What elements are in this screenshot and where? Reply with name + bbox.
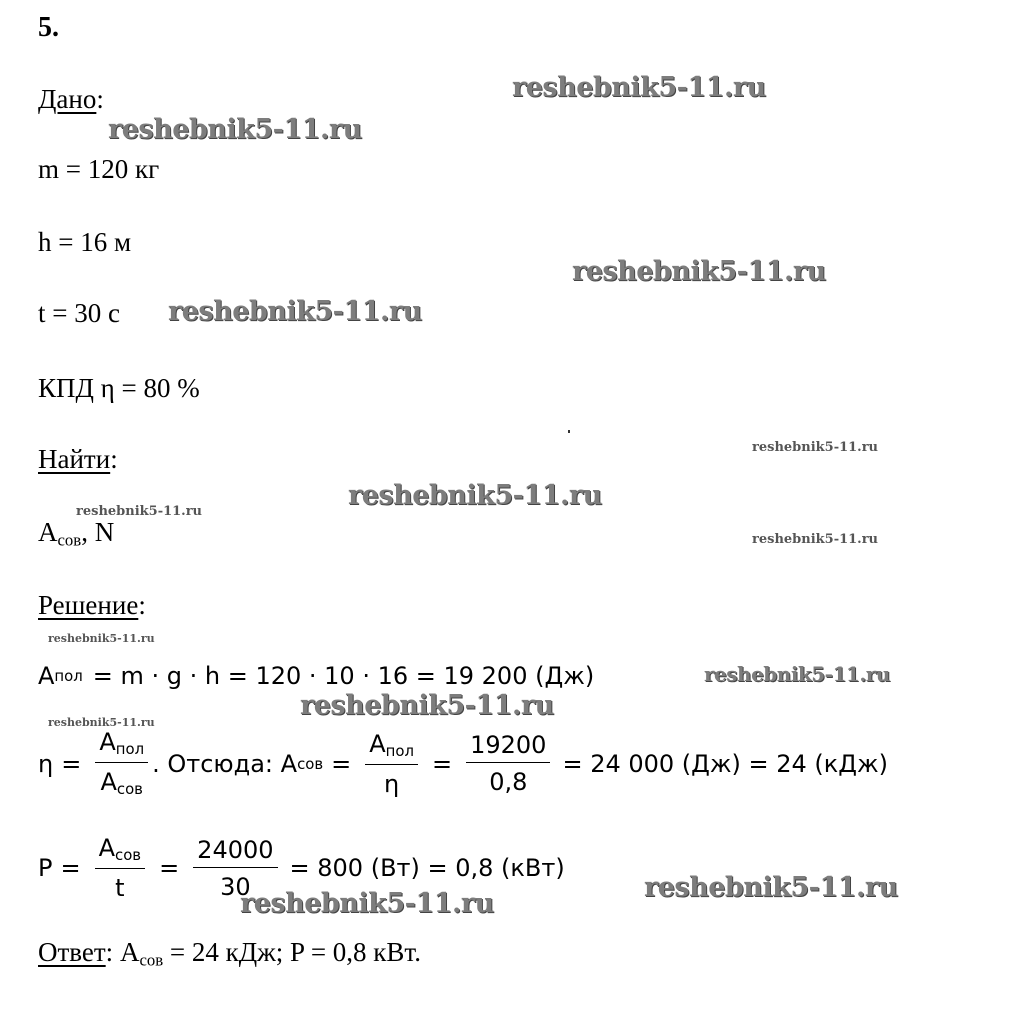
solution-heading: Решение [38, 590, 139, 620]
solution-useful-work: A пол = m · g · h = 120 · 10 · 16 = 19 200 (Дж) [38, 662, 595, 690]
fraction-19200-over-08: $\frac{19200}{0,8}$ [466, 733, 550, 794]
watermark: reshebnik5-11.ru [108, 114, 362, 145]
watermark: reshebnik5-11.ru [752, 532, 879, 547]
fraction-useful-over-total: $\frac{A_{пол}}{A_{сов}}$ [95, 730, 148, 797]
watermark: reshebnik5-11.ru [704, 662, 890, 686]
given-time: t = 30 с [38, 298, 120, 328]
watermark: reshebnik5-11.ru [168, 296, 422, 327]
watermark: reshebnik5-11.ru [48, 632, 155, 645]
given-mass: m = 120 кг [38, 154, 160, 184]
given-heading-line: Дано: [38, 84, 104, 114]
watermark: reshebnik5-11.ru [240, 888, 494, 919]
find-values: $A_{сов}$, N [38, 517, 115, 550]
watermark: reshebnik5-11.ru [300, 690, 554, 721]
find-heading: Найти [38, 444, 111, 474]
answer-line: Ответ: $A_{сов} = 24$ кДж; P = 0,8 кВт. [38, 937, 421, 970]
watermark: reshebnik5-11.ru [48, 716, 155, 729]
problem-number: 5. [38, 12, 59, 43]
watermark: reshebnik5-11.ru [348, 480, 602, 511]
stray-mark [568, 430, 570, 433]
find-heading-line: Найти: [38, 444, 118, 474]
given-heading: Дано [38, 84, 97, 114]
watermark: reshebnik5-11.ru [644, 872, 898, 903]
watermark: reshebnik5-11.ru [76, 504, 203, 519]
given-efficiency: КПД η = 80 % [38, 373, 200, 403]
solution-heading-line: Решение: [38, 590, 146, 620]
watermark: reshebnik5-11.ru [512, 72, 766, 103]
answer-heading: Ответ [38, 937, 106, 967]
given-height: h = 16 м [38, 227, 132, 257]
fraction-useful-over-eta: $\frac{A_{пол}}{\eta}$ [365, 732, 418, 796]
solution-power-formula: P = $\frac{A_{сов}}{t}$ = $\frac{24000}{30}$ = 800 (Вт) = 0,8 (кВт) [38, 834, 565, 903]
solution-efficiency-formula: η = $\frac{A_{пол}}{A_{сов}}$ . Отсюда: A сов = $\frac{A_{пол}}{\eta}$ = $\frac{19200}{0,8}$ = 24 000 (Дж) = 24 (кДж) [38, 728, 889, 799]
watermark: reshebnik5-11.ru [572, 256, 826, 287]
fraction-total-over-time: $\frac{A_{сов}}{t}$ [95, 836, 145, 900]
fraction-24000-over-30: $\frac{24000}{30}$ [193, 838, 277, 899]
watermark: reshebnik5-11.ru [752, 440, 879, 455]
